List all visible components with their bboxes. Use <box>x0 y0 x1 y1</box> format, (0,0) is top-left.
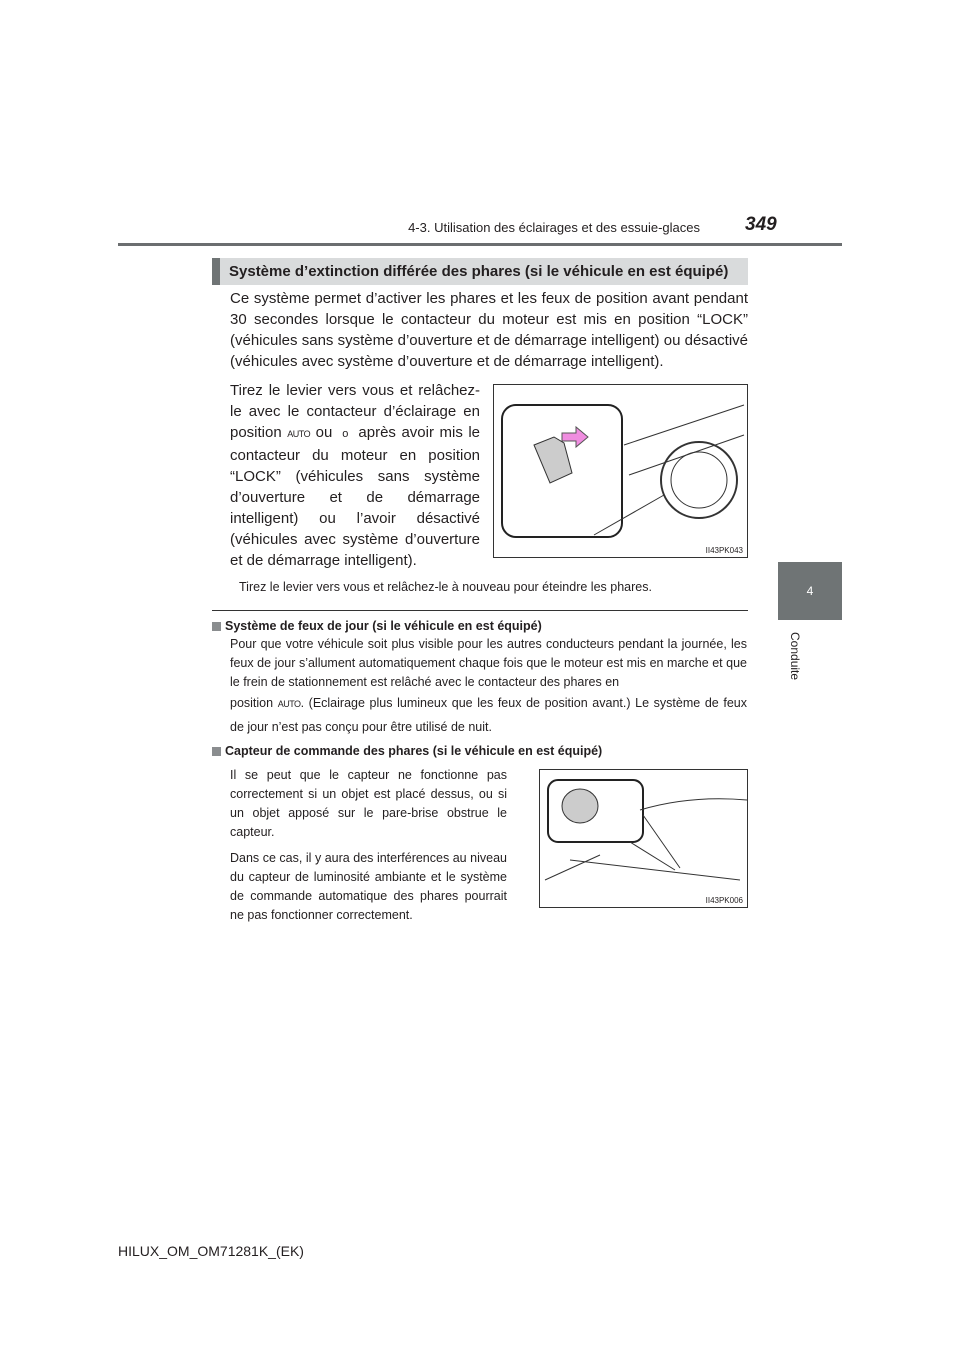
sensor-illustration <box>539 769 748 908</box>
figure-code: II43PK043 <box>705 546 743 555</box>
intro-paragraph: Ce système permet d’activer les phares et les feux de position avant pendant 30 secondes lorsque le contacteur du moteur est mis en position “LOCK” (véhicules sans système d’ouverture et de démarrage intelligent) ou désactivé (véhicules avec système d’ouverture et de démarrage intelligent). <box>230 290 748 370</box>
chapter-tab: 4 <box>778 562 842 620</box>
sensor-paragraph-1: Il se peut que le capteur ne fonctionne pas correctement si un objet est placé dessus, ou si un objet apposé sur le pare-brise obstrue le capteur. <box>230 768 507 839</box>
sensor-drawing <box>540 770 747 907</box>
sensor-heading: Capteur de commande des phares (si le véhicule en est équipé) <box>212 743 748 760</box>
note-text: Tirez le levier vers vous et relâchez-le à nouveau pour éteindre les phares. <box>239 580 652 594</box>
drl-text-pre: position <box>230 696 274 710</box>
section-heading: Système d’extinction différée des phares (si le véhicule en est équipé) <box>212 258 748 285</box>
sensor-row <box>212 766 748 925</box>
step-row <box>212 380 748 571</box>
auto-symbol: AUTO <box>287 429 311 439</box>
lever-illustration <box>493 384 748 558</box>
divider <box>212 610 748 611</box>
step-text-cont: après avoir mis le contacteur du moteur en position “LOCK” (véhicules sans système d’ouverture et de démarrage intelligent) ou l’avoir désactivé (véhicules avec système d’ouverture et de démarrage intelligent). <box>230 424 481 569</box>
light-symbol-icon: o <box>337 428 353 440</box>
page-number: 349 <box>745 214 777 235</box>
lever-drawing <box>494 385 747 557</box>
auto-symbol: AUTO <box>277 699 301 709</box>
step-text: Tirez le levier vers vous et relâchez-le avec le contacteur d’éclairage en position <box>230 382 480 441</box>
chapter-label: Conduite <box>788 632 802 681</box>
sensor-text <box>230 766 507 925</box>
drl-text: Pour que votre véhicule soit plus visible pour les autres conducteurs pendant la journée, les feux de jour s’allument automatiquement chaque fois que le moteur est mis en marche et que le frein de stationnement est relâché avec le contacteur des phares en <box>230 637 747 689</box>
running-header: 4-3. Utilisation des éclairages et des essuie-glaces <box>408 220 700 235</box>
footer-code: HILUX_OM_OM71281K_(EK) <box>118 1243 304 1259</box>
header-rule <box>118 243 842 246</box>
drl-text-cont <box>230 692 747 739</box>
sensor-paragraph-2: Dans ce cas, il y aura des interférences au niveau du capteur de luminosité ambiante et le système de commande automatique des phares pourrait ne pas fonctionner correctement. <box>230 851 507 922</box>
content-column <box>212 258 748 925</box>
drl-heading: Système de feux de jour (si le véhicule en est équipé) <box>212 618 748 635</box>
figure-code: II43PK006 <box>705 896 743 905</box>
or-text: ou <box>315 424 333 441</box>
step-paragraph <box>230 380 480 571</box>
drl-text-post: . (Eclairage plus lumineux que les feux de position avant.) Le système de feux de jour n’est pas conçu pour être utilisé de nuit. <box>230 696 747 734</box>
